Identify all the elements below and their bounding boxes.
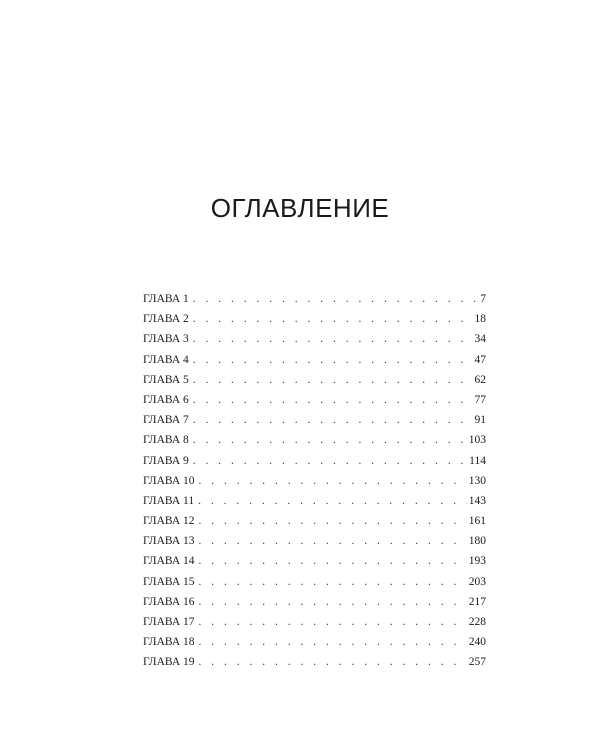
toc-entry-page: 91 [474, 414, 486, 427]
toc-entry-page: 240 [468, 636, 486, 649]
toc-entry-page: 34 [474, 333, 486, 346]
toc-entry-page: 130 [468, 474, 486, 487]
toc-leader-dots [199, 592, 467, 612]
toc-leader-dots [193, 451, 467, 471]
toc-leader-dots [193, 329, 473, 349]
toc-entry-label: ГЛАВА 10 [143, 474, 195, 487]
toc-entry [143, 632, 486, 652]
toc-leader-dots [199, 572, 467, 592]
toc-leader-dots [199, 632, 467, 652]
toc-entry-page: 103 [468, 434, 486, 447]
toc-entry-page: 228 [468, 616, 486, 628]
toc-leader-dots [193, 350, 473, 370]
toc-leader-dots [199, 612, 467, 632]
toc-entry [143, 410, 486, 430]
toc-entry [143, 511, 486, 531]
toc-entry-label: ГЛАВА 16 [143, 595, 195, 608]
toc-entry-page: 203 [468, 575, 486, 588]
toc-entry [143, 572, 486, 592]
toc-entry [143, 531, 486, 551]
toc-leader-dots [199, 551, 467, 571]
toc-entry-page: 18 [474, 313, 486, 326]
toc-entry-page: 193 [468, 555, 486, 568]
toc-leader-dots [193, 390, 473, 410]
toc-leader-dots [199, 531, 467, 551]
toc-entry-page: 180 [468, 535, 486, 548]
toc-entry [143, 592, 486, 612]
toc-entry-label: ГЛАВА 5 [143, 373, 189, 386]
toc-entry-page: 47 [474, 353, 486, 366]
toc-entry [143, 390, 486, 410]
toc-entry-label: ГЛАВА 15 [143, 575, 195, 588]
toc-entry [143, 350, 486, 370]
toc-entry [143, 491, 486, 511]
page-title: ОГЛАВЛЕНИЕ [210, 193, 390, 223]
toc-entry-label: ГЛАВА 2 [143, 313, 189, 326]
toc-entry-label: ГЛАВА 6 [143, 393, 189, 406]
toc-entry-label: ГЛАВА 1 [143, 293, 189, 305]
toc-entry [143, 430, 486, 450]
toc-leader-dots [198, 491, 467, 511]
toc-leader-dots [199, 471, 467, 491]
toc-entry [143, 612, 486, 632]
toc-entry [143, 309, 486, 329]
toc-leader-dots [193, 410, 473, 430]
toc-entry-label: ГЛАВА 13 [143, 535, 195, 548]
toc-entry-label: ГЛАВА 18 [143, 636, 195, 649]
toc-entry-page: 143 [468, 494, 486, 507]
toc-entry [143, 370, 486, 390]
table-of-contents [143, 289, 486, 673]
toc-entry-label: ГЛАВА 4 [143, 353, 189, 366]
toc-entry-label: ГЛАВА 19 [143, 656, 195, 669]
toc-entry-label: ГЛАВА 9 [143, 454, 189, 467]
toc-entry-label: ГЛАВА 8 [143, 434, 189, 447]
toc-entry [143, 551, 486, 571]
toc-entry-page: 7 [480, 293, 486, 305]
toc-leader-dots [199, 652, 467, 672]
toc-entry-page: 77 [474, 393, 486, 406]
toc-entry-page: 257 [468, 656, 486, 669]
toc-entry-page: 161 [468, 515, 486, 528]
toc-entry-page: 217 [468, 595, 486, 608]
toc-leader-dots [193, 430, 467, 450]
toc-entry-label: ГЛАВА 12 [143, 515, 195, 528]
toc-entry-label: ГЛАВА 7 [143, 414, 189, 427]
toc-leader-dots [199, 511, 467, 531]
toc-entry-label: ГЛАВА 11 [143, 494, 195, 507]
toc-leader-dots [193, 370, 473, 390]
toc-entry-label: ГЛАВА 3 [143, 333, 189, 346]
toc-leader-dots [193, 289, 478, 309]
toc-entry-label: ГЛАВА 17 [143, 616, 195, 628]
toc-entry [143, 652, 486, 672]
toc-entry [143, 329, 486, 349]
toc-entry [143, 451, 486, 471]
toc-entry-label: ГЛАВА 14 [143, 555, 195, 568]
toc-entry-page: 62 [474, 373, 486, 386]
toc-entry-page: 114 [469, 454, 486, 467]
toc-entry [143, 289, 486, 309]
toc-entry [143, 471, 486, 491]
toc-leader-dots [193, 309, 473, 329]
